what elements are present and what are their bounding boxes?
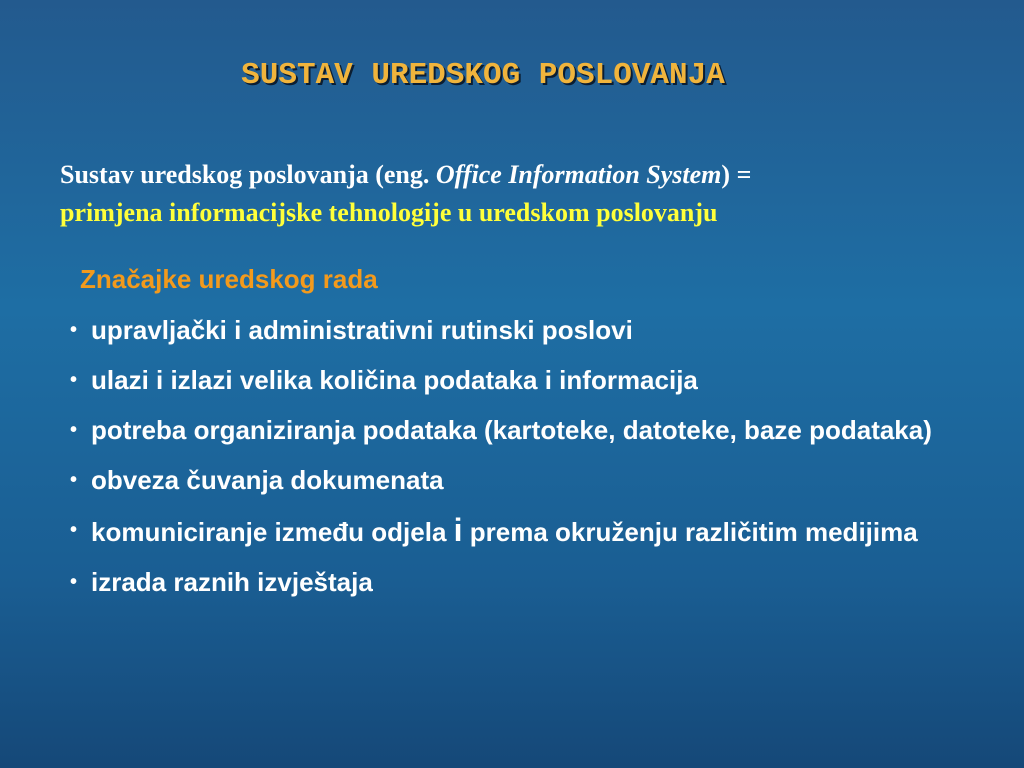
list-item — [68, 312, 968, 348]
list-item-text: obveza čuvanja dokumenata — [91, 465, 444, 495]
definition-text-end: ) = — [721, 160, 752, 189]
definition-block — [60, 156, 1010, 232]
list-item-emphasis: i — [453, 512, 463, 548]
bullet-icon: • — [70, 319, 78, 341]
definition-english-term: Office Information System — [435, 160, 722, 189]
list-item — [68, 564, 968, 600]
bullet-icon: • — [70, 469, 78, 491]
slide-title: SUSTAV UREDSKOG POSLOVANJA — [241, 58, 725, 93]
list-item — [68, 362, 968, 398]
bullet-icon: • — [70, 519, 78, 541]
features-list — [68, 312, 968, 614]
list-item — [68, 462, 968, 498]
list-item — [68, 412, 968, 448]
list-item-text — [91, 512, 918, 548]
list-item-text-part: prema okruženju različitim medijima — [462, 517, 918, 547]
bullet-icon: • — [70, 571, 78, 593]
definition-highlight: primjena informacijske tehnologije u uredskom poslovanju — [60, 198, 718, 227]
definition-text-start: Sustav uredskog poslovanja (eng. — [60, 160, 436, 189]
bullet-icon: • — [70, 369, 78, 391]
list-item — [68, 512, 968, 550]
section-subheading: Značajke uredskog rada — [80, 264, 378, 294]
list-item-text: potreba organiziranja podataka (kartoteke, datoteke, baze podataka) — [91, 415, 932, 445]
list-item-text-part: komuniciranje između odjela — [91, 517, 454, 547]
list-item-text: ulazi i izlazi velika količina podataka i informacija — [91, 365, 698, 395]
bullet-icon: • — [70, 419, 78, 441]
list-item-text: izrada raznih izvještaja — [91, 567, 373, 597]
list-item-text: upravljački i administrativni rutinski poslovi — [91, 315, 633, 345]
